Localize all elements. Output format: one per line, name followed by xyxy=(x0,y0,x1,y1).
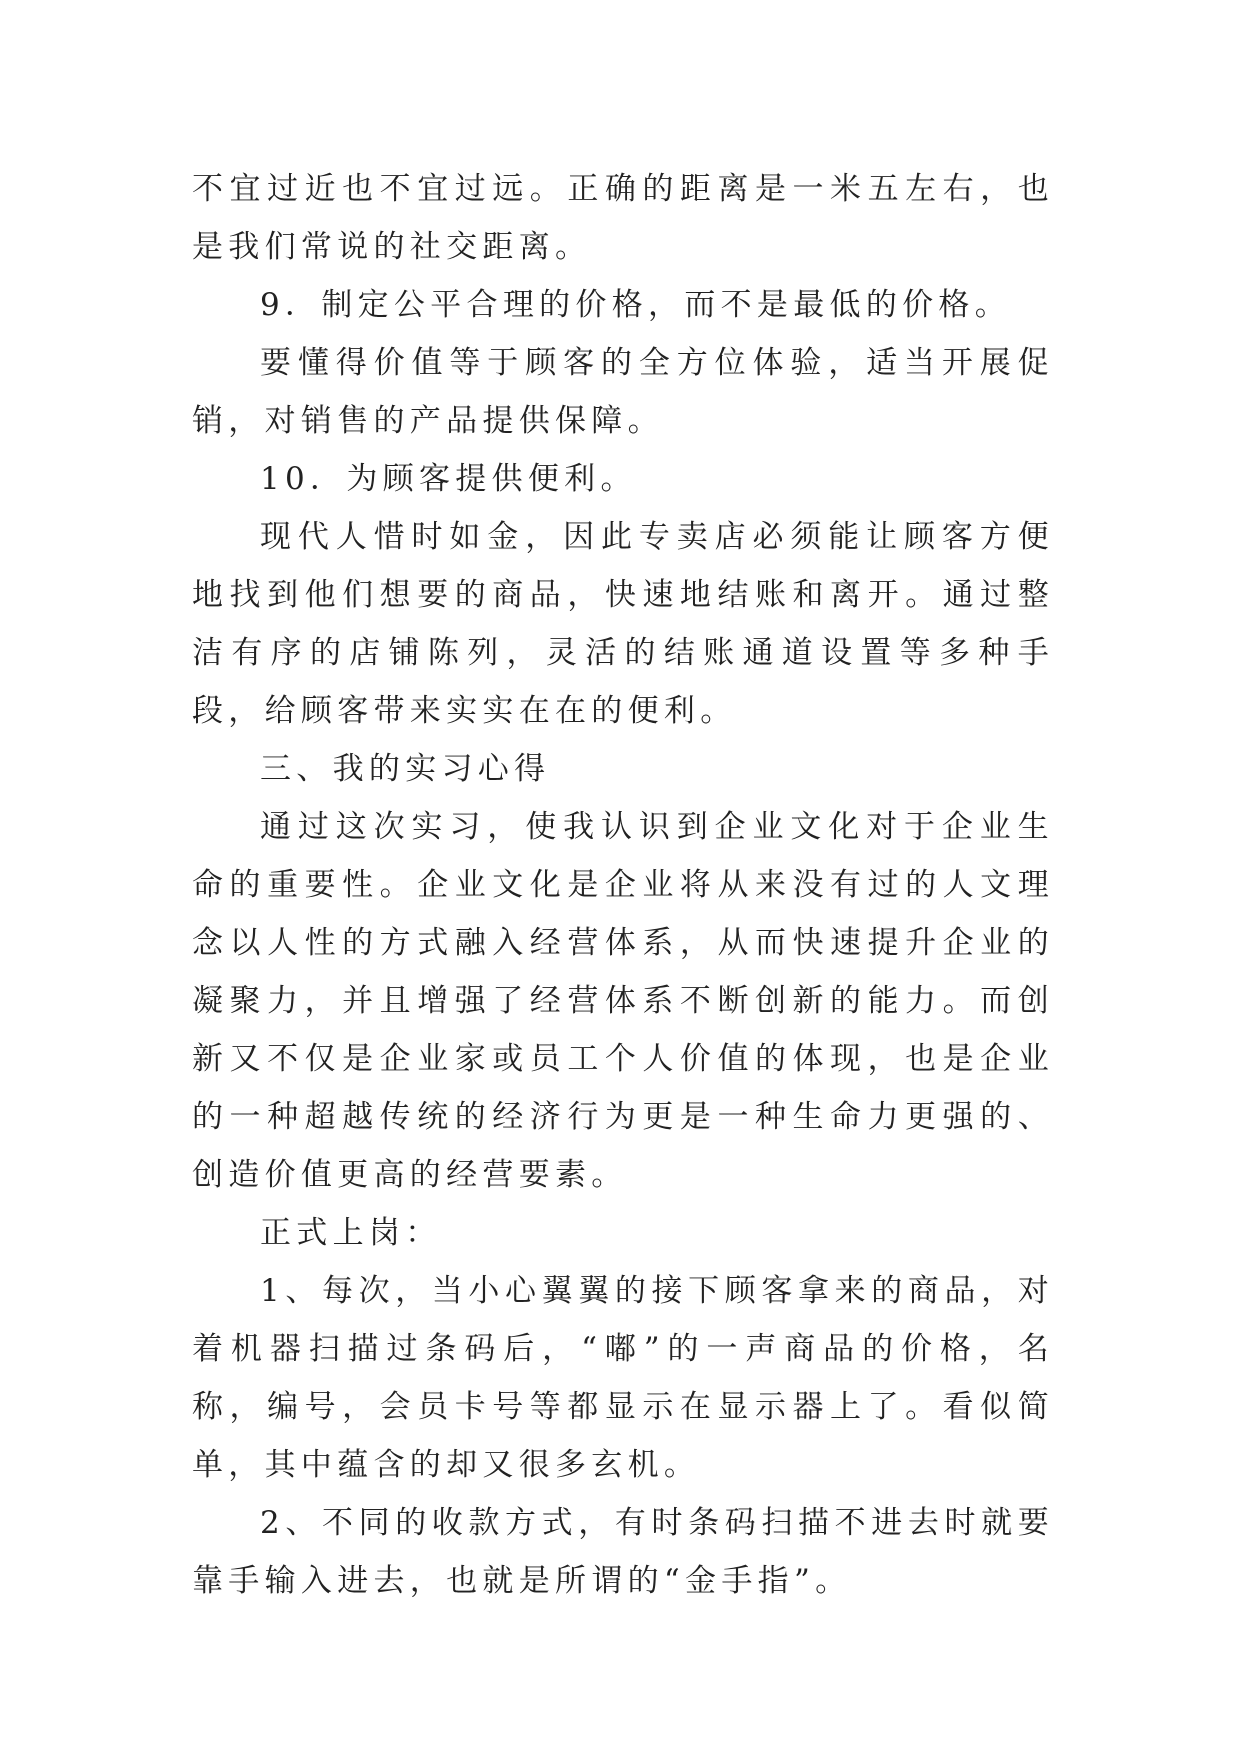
paragraph-corporate-culture: 通过这次实习，使我认识到企业文化对于企业生命的重要性。企业文化是企业将从来没有过的人文理念以人性的方式融入经营体系，从而快速提升企业的凝聚力，并且增强了经营体系不断创新的能力。而创新又不仅是企业家或员工个人价值的体现，也是企业的一种超越传统的经济行为更是一种生命力更强的、创造价值更高的经营要素。 xyxy=(192,809,1054,1193)
document-page xyxy=(192,160,1054,1610)
paragraph-scanning: 1、每次，当小心翼翼的接下顾客拿来的商品，对着机器扫描过条码后，“嘟”的一声商品的价格，名称，编号，会员卡号等都显示在显示器上了。看似简单，其中蕴含的却又很多玄机。 xyxy=(192,1273,1054,1483)
heading-convenience: 10．为顾客提供便利。 xyxy=(260,461,637,497)
heading-fair-price: 9．制定公平合理的价格，而不是最低的价格。 xyxy=(260,287,1012,323)
paragraph-convenience: 现代人惜时如金，因此专卖店必须能让顾客方便地找到他们想要的商品，快速地结账和离开。通过整洁有序的店铺陈列，灵活的结账通道设置等多种手段，给顾客带来实实在在的便利。 xyxy=(192,519,1054,729)
paragraph-value: 要懂得价值等于顾客的全方位体验，适当开展促销，对销售的产品提供保障。 xyxy=(192,345,1054,439)
paragraph-distance: 不宜过近也不宜过远。正确的距离是一米五左右，也是我们常说的社交距离。 xyxy=(192,171,1054,265)
heading-on-duty: 正式上岗： xyxy=(260,1215,442,1251)
heading-internship-insights: 三、我的实习心得 xyxy=(260,751,551,787)
paragraph-payment-methods: 2、不同的收款方式，有时条码扫描不进去时就要靠手输入进去，也就是所谓的“金手指”。 xyxy=(192,1505,1054,1599)
